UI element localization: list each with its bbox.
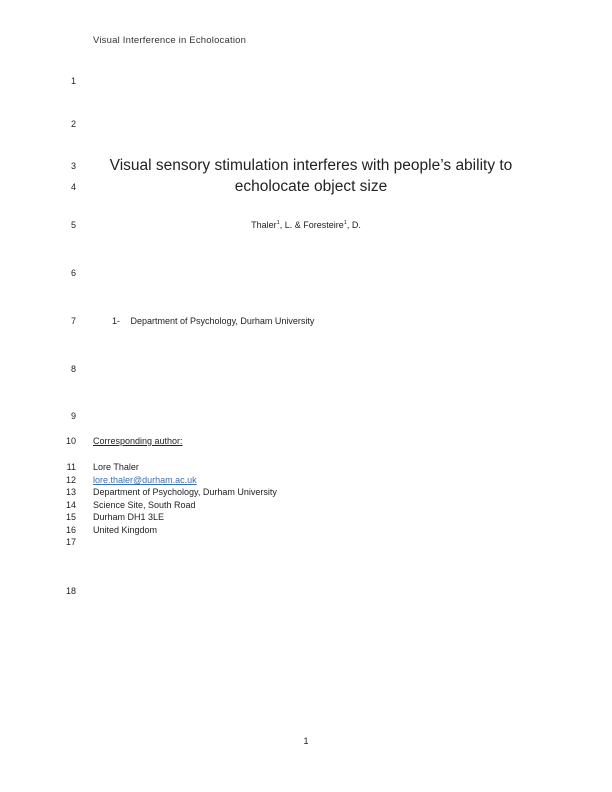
author-2-affiliation-mark: 1 [343,220,347,226]
line-number: 9 [70,411,76,421]
line-number: 16 [65,525,76,535]
corresponding-site: Science Site, South Road [93,500,196,510]
line-number: 12 [65,475,76,485]
line-number: 15 [65,512,76,522]
affiliation-text: Department of Psychology, Durham University [130,316,315,326]
corresponding-country: United Kingdom [93,525,158,535]
line-number: 4 [70,182,76,192]
corresponding-email-line [93,475,197,485]
author-1-affiliation-mark: 1 [276,220,280,226]
line-number: 5 [70,220,76,230]
line-number: 8 [70,364,76,374]
line-number: 13 [65,487,76,497]
line-number: 1 [70,76,76,86]
author-list-end: , D. [346,220,361,230]
line-number: 14 [65,500,76,510]
corresponding-city: Durham DH1 3LE [93,512,165,522]
email-link[interactable]: lore.thaler@durham.ac.uk [93,475,197,485]
author-list [0,220,612,230]
page-number: 1 [303,736,309,746]
line-number: 10 [65,436,76,446]
affiliation [112,316,314,326]
corresponding-name: Lore Thaler [93,462,139,472]
corresponding-department: Department of Psychology, Durham University [93,487,277,497]
paper-title-line-1: Visual sensory stimulation interferes with people’s ability to [109,157,513,174]
affiliation-number: 1- [112,316,121,326]
line-number: 17 [65,537,76,547]
corresponding-author-heading: Corresponding author: [93,436,183,446]
paper-title-line-2: echolocate object size [234,178,388,195]
line-number: 3 [70,161,76,171]
author-1-name: Thaler [251,220,277,230]
line-number: 7 [70,316,76,326]
author-list-middle: , L. & Foresteire [279,220,344,230]
line-number: 18 [65,586,76,596]
line-number: 6 [70,268,76,278]
running-header: Visual Interference in Echolocation [93,35,247,46]
line-number: 11 [66,462,76,472]
line-number: 2 [70,119,76,129]
